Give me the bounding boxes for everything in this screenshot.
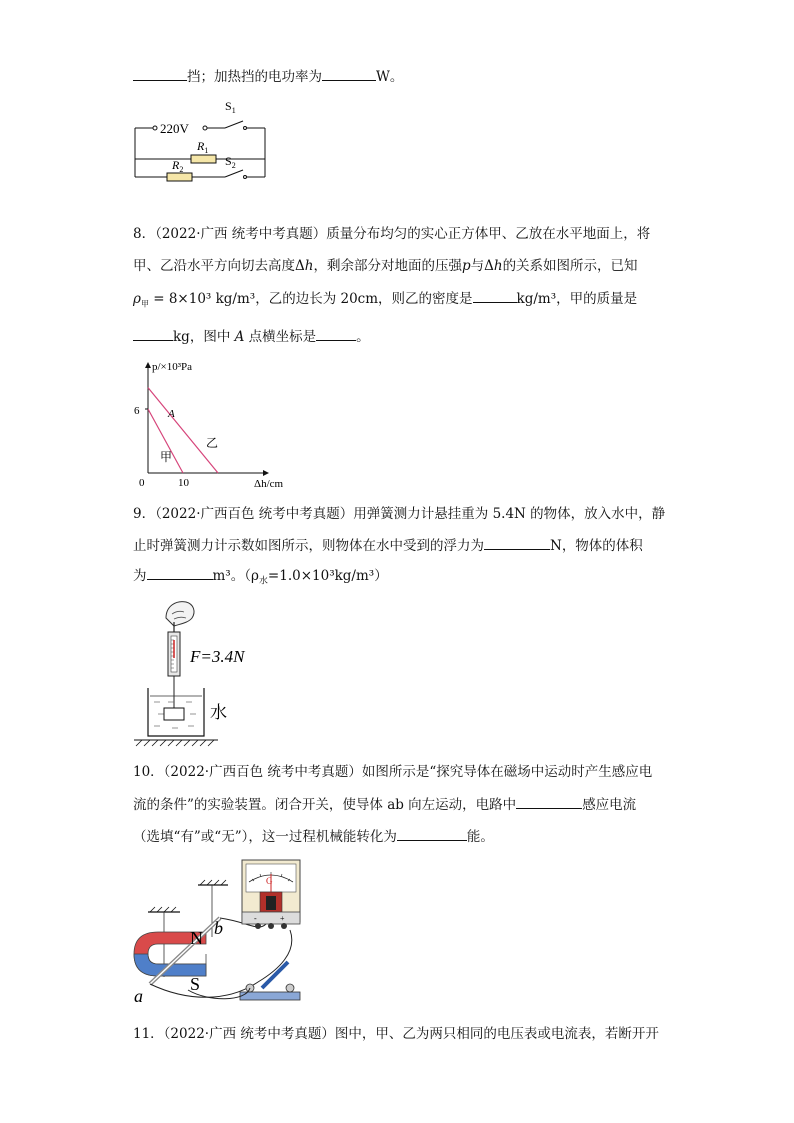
q9-line-3: 为 m³。$(\rho_水=1.0\times 10^3kg/m^3)$ [133, 565, 388, 592]
answer-blank[interactable] [133, 66, 187, 81]
q7-text: 挡；加热挡的电功率为 [187, 69, 322, 85]
q10-line-1: 10．（2022·广西百色 统考中考真题）如图所示是“探究导体在磁场中运动时产生感应电 [133, 764, 653, 780]
answer-blank[interactable] [316, 326, 356, 341]
y-axis-label: p/×10³Pa [152, 361, 193, 373]
series-line-yi [148, 388, 218, 473]
north-pole-label: N [190, 928, 203, 948]
series-yi-label: 乙 [206, 436, 219, 450]
water-label: 水 [210, 703, 227, 722]
q9-spring-scale-figure [128, 596, 288, 751]
s1-label: $S_1$ [225, 99, 236, 115]
q8-line-2: 甲、乙沿水平方向切去高度Δh，剩余部分对地面的压强p与Δh的关系如图所示，已知 [133, 258, 638, 274]
switch-base [240, 992, 300, 1000]
r2-label: $R_2$ [172, 158, 184, 174]
x-tick-label: 10 [178, 477, 189, 489]
force-label: F=3.4N [190, 647, 245, 666]
q10-line-3: （选填“有”或“无”），这一过程机械能转化为 能。 [133, 826, 494, 847]
q10-induction-figure [128, 852, 328, 1012]
q10-line-2: 流的条件”的实验装置。闭合开关，使导体 ab 向左运动，电路中 感应电流 [133, 794, 636, 815]
minus-terminal-label: - [254, 914, 257, 923]
y-tick-label: 6 [134, 405, 140, 417]
q7-text-end: W。 [376, 69, 404, 85]
voltage-label: 220V [160, 121, 189, 136]
answer-blank[interactable] [516, 794, 582, 809]
q8-line-4: kg，图中 A 点横坐标是 。 [133, 326, 370, 347]
q11-line-1: 11．（2022·广西 统考中考真题）图中，甲、乙为两只相同的电压表或电流表，若断开开 [133, 1026, 659, 1042]
r1-label: $R_1$ [197, 139, 209, 155]
x-axis-label: Δh/cm [254, 478, 284, 490]
switch-handle[interactable] [262, 962, 288, 988]
south-pole-label: S [190, 974, 201, 994]
answer-blank[interactable] [133, 326, 173, 341]
answer-blank[interactable] [322, 66, 376, 81]
answer-blank[interactable] [484, 535, 550, 550]
point-a-label: a [134, 986, 143, 1006]
object-block [164, 708, 184, 720]
q8-line-3: $\rho_甲 = 8\times 10^3$ kg/m³，乙的边长为 20cm，则乙的密度是 kg/m³，甲的质量是 [133, 288, 637, 315]
hand-icon [166, 602, 194, 626]
answer-blank[interactable] [397, 826, 467, 841]
s2-label: $S_2$ [225, 154, 236, 170]
plus-terminal-label: + [280, 914, 285, 923]
origin-label: 0 [139, 477, 145, 489]
galvanometer-g-label: G [266, 876, 273, 886]
point-b-label: b [214, 918, 223, 938]
q8-pressure-chart [128, 355, 293, 490]
q7-tail-line [133, 66, 403, 87]
q8-line-1: 8．（2022·广西 统考中考真题）质量分布均匀的实心正方体甲、乙放在水平地面上，将 [133, 226, 651, 242]
q7-circuit-diagram [125, 92, 275, 182]
answer-blank[interactable] [147, 565, 213, 580]
point-a-label: A [168, 408, 175, 420]
series-jia-label: 甲 [160, 450, 173, 464]
answer-blank[interactable] [473, 288, 517, 303]
q9-line-2: 止时弹簧测力计示数如图所示，则物体在水中受到的浮力为 N，物体的体积 [133, 535, 643, 556]
q9-line-1: 9．（2022·广西百色 统考中考真题）用弹簧测力计悬挂重为 5.4N 的物体，放入水中，静 [133, 506, 666, 522]
